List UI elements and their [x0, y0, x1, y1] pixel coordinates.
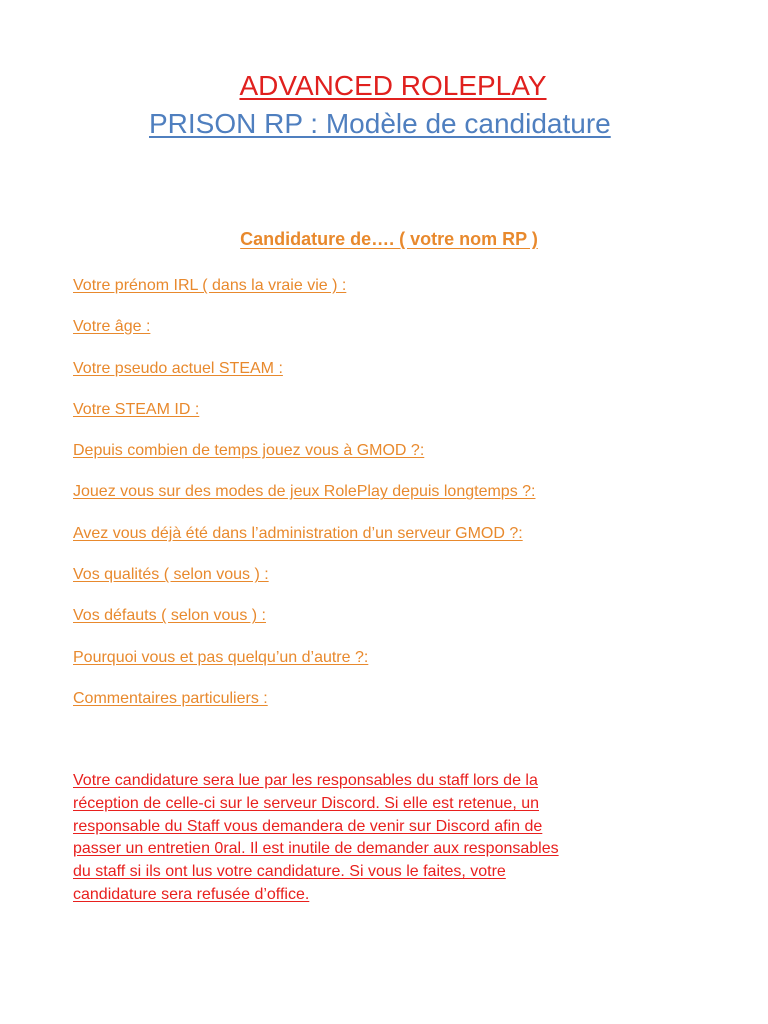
field-gmod-playtime: Depuis combien de temps jouez vous à GMOD ?: [73, 442, 425, 460]
notice-line: réception de celle-ci sur le serveur Discord. Si elle est retenue, un [73, 794, 539, 812]
field-flaws: Vos défauts ( selon vous ) : [73, 607, 266, 625]
field-admin-experience: Avez vous déjà été dans l’administration d’un serveur GMOD ?: [73, 524, 523, 542]
application-heading: Candidature de…. ( votre nom RP ) [240, 229, 538, 249]
notice-line: passer un entretien 0ral. Il est inutile de demander aux responsables [73, 840, 559, 858]
notice-line: responsable du Staff vous demandera de venir sur Discord afin de [73, 817, 543, 835]
field-comments: Commentaires particuliers : [73, 689, 268, 707]
notice-line: Votre candidature sera lue par les responsables du staff lors de la [73, 772, 538, 789]
field-steam-pseudo: Votre pseudo actuel STEAM : [73, 359, 283, 377]
notice-line: candidature sera refusée d’office. [73, 885, 310, 903]
field-age: Votre âge : [73, 318, 151, 336]
field-roleplay-experience: Jouez vous sur des modes de jeux RolePlay depuis longtemps ?: [73, 483, 536, 501]
notice-paragraph [73, 770, 703, 907]
document-title: ADVANCED ROLEPLAY [239, 70, 547, 101]
notice-line: du staff si ils ont lus votre candidature. Si vous le faites, votre [73, 863, 506, 881]
document-subtitle: PRISON RP : Modèle de candidature [149, 108, 611, 139]
field-why-you: Pourquoi vous et pas quelqu’un d’autre ?: [73, 648, 369, 666]
field-steam-id: Votre STEAM ID : [73, 400, 200, 418]
field-first-name: Votre prénom IRL ( dans la vraie vie ) : [73, 277, 347, 294]
field-qualities: Vos qualités ( selon vous ) : [73, 566, 269, 584]
application-fields-list [73, 274, 535, 728]
